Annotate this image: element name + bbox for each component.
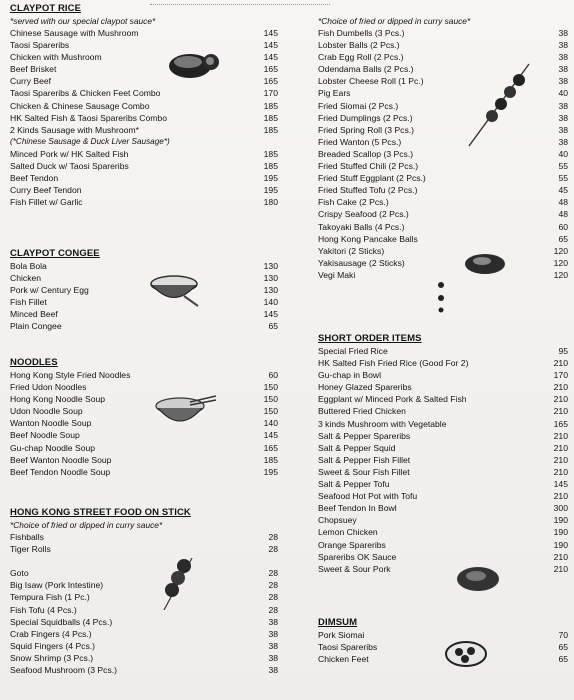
menu-item-price: 120: [553, 257, 568, 268]
menu-item-name: Hong Kong Style Fried Noodles: [10, 370, 131, 380]
menu-item-name: Crispy Seafood (2 Pcs.): [318, 209, 409, 220]
menu-item: [318, 539, 568, 551]
menu-item: [318, 233, 568, 245]
menu-item-name: Big Isaw (Pork Intestine): [10, 580, 104, 591]
section-note: *Choice of fried or dipped in curry sauce*: [10, 520, 163, 530]
menu-item-name: Salt & Pepper Squid: [318, 442, 396, 453]
menu-item-name: Special Squidballs (4 Pcs.): [10, 616, 113, 627]
menu-item: [318, 208, 568, 220]
menu-item-price: 65: [558, 642, 568, 653]
menu-item: [318, 357, 568, 369]
menu-item-name: Orange Spareribs: [318, 539, 386, 550]
menu-item-name: Crab Fingers (4 Pcs.): [10, 628, 92, 639]
menu-item-price: 38: [558, 64, 568, 75]
menu-item-name: Goto: [10, 568, 29, 579]
section-title-claypot-congee: CLAYPOT CONGEE: [10, 248, 100, 259]
menu-item: [10, 320, 278, 332]
menu-item-name: Fish Fillet w/ Garlic: [10, 197, 83, 208]
menu-item: [318, 160, 568, 172]
menu-item-name: Eggplant w/ Minced Pork & Salted Fish: [318, 394, 467, 405]
menu-item-price: 28: [268, 580, 278, 591]
menu-item-name: Snow Shrimp (3 Pcs.): [10, 652, 94, 663]
menu-item-price: 55: [558, 161, 568, 172]
menu-item-name: Fish Cake (2 Pcs.): [318, 197, 389, 208]
menu-item-name: Gu-chap Noodle Soup: [10, 442, 96, 453]
menu-item: [10, 196, 278, 208]
menu-item-name: Sweet & Sour Pork: [318, 563, 391, 574]
menu-item-price: 48: [558, 209, 568, 220]
menu-item-price: 38: [558, 100, 568, 111]
menu-item: [318, 393, 568, 405]
menu-item: [318, 490, 568, 502]
menu-item: [318, 345, 568, 357]
menu-item-name: Salted Duck w/ Taosi Spareribs: [10, 161, 129, 172]
menu-item-price: 130: [263, 261, 278, 271]
menu-item: [10, 567, 278, 579]
skewer-image: [465, 60, 535, 150]
menu-item-name: Taosi Spareribs: [318, 642, 378, 653]
menu-item: [318, 526, 568, 538]
menu-item-name: Chicken with Mushroom: [10, 52, 102, 63]
menu-item-price: 165: [263, 76, 278, 87]
menu-item-price: 185: [263, 148, 278, 159]
menu-item: [318, 502, 568, 514]
menu-item: [10, 555, 278, 567]
menu-item: [10, 136, 278, 148]
menu-item-price: 165: [263, 442, 278, 453]
menu-item: [10, 381, 278, 393]
menu-item: [10, 369, 278, 381]
yakitori-sticks-image: [436, 280, 446, 316]
menu-item: [318, 257, 568, 269]
menu-item-price: 150: [263, 394, 278, 405]
menu-item-price: 38: [558, 52, 568, 63]
menu-item-name: Plain Congee: [10, 321, 62, 332]
menu-item: [10, 664, 278, 676]
menu-item-name: Crab Egg Roll (2 Pcs.): [318, 52, 404, 63]
menu-item-name: Fish Tofu (4 Pcs.): [10, 604, 77, 615]
menu-item-name: Tiger Rolls: [10, 544, 51, 555]
menu-item: [10, 100, 278, 112]
menu-item-price: 38: [558, 28, 568, 38]
menu-item-name: 2 Kinds Sausage with Mushroom*: [10, 124, 139, 135]
menu-item-price: 120: [553, 245, 568, 256]
menu-item: [318, 466, 568, 478]
menu-item-name: Fried Spring Roll (3 Pcs.): [318, 124, 414, 135]
menu-item-price: 150: [263, 406, 278, 417]
menu-item-name: 3 kinds Mushroom with Vegetable: [318, 418, 447, 429]
menu-item-name: Taosi Spareribs & Chicken Feet Combo: [10, 88, 161, 99]
menu-item: [10, 640, 278, 652]
menu-list-claypot-rice: [10, 27, 278, 208]
menu-item-name: Gu-chap in Bowl: [318, 370, 382, 381]
menu-item-price: 210: [553, 406, 568, 417]
menu-item-name: Taosi Spareribs: [10, 40, 70, 51]
section-title-short-order: SHORT ORDER ITEMS: [318, 333, 422, 344]
menu-item-name: Fried Stuff Eggplant (2 Pcs.): [318, 173, 426, 184]
menu-item-name: Fried Udon Noodles: [10, 382, 87, 393]
menu-item-name: Seafood Mushroom (3 Pcs.): [10, 665, 117, 676]
menu-item-price: 195: [263, 173, 278, 184]
noodle-bowl-image: [150, 390, 218, 436]
menu-item: [10, 543, 278, 555]
menu-item-name: Vegi Maki: [318, 269, 356, 280]
menu-list-dimsum: [318, 629, 568, 665]
menu-item: [318, 418, 568, 430]
menu-item: [10, 591, 278, 603]
menu-item-name: Udon Noodle Soup: [10, 406, 83, 417]
menu-item-price: 45: [558, 185, 568, 196]
menu-item: [318, 641, 568, 653]
menu-item-name: Honey Glazed Spareribs: [318, 382, 412, 393]
menu-item-name: Fish Fillet: [10, 297, 47, 308]
fishball-stick-image: [160, 556, 196, 612]
claypot-rice-image: [168, 46, 220, 82]
menu-item-name: Pork Siomai: [318, 630, 365, 640]
menu-item: [318, 405, 568, 417]
menu-list-street-food: [10, 531, 278, 676]
menu-item-price: 210: [553, 491, 568, 502]
menu-item-price: 120: [553, 269, 568, 280]
menu-item: [10, 405, 278, 417]
menu-item-price: 185: [263, 112, 278, 123]
menu-item-price: 38: [558, 124, 568, 135]
menu-item: [10, 628, 278, 640]
menu-item-name: Takoyaki Balls (4 Pcs.): [318, 221, 405, 232]
menu-item-name: Beef Brisket: [10, 64, 57, 75]
menu-item-name: Fried Stuffed Chili (2 Pcs.): [318, 161, 419, 172]
menu-item-price: 55: [558, 173, 568, 184]
menu-item: [10, 172, 278, 184]
menu-item-price: 210: [553, 563, 568, 574]
menu-item-price: 38: [558, 136, 568, 147]
menu-item-price: 170: [263, 88, 278, 99]
menu-item-name: Wanton Noodle Soup: [10, 418, 92, 429]
menu-item-price: 185: [263, 454, 278, 465]
menu-item-price: 165: [553, 418, 568, 429]
menu-item-name: Salt & Pepper Fish Fillet: [318, 454, 411, 465]
menu-item-name: Beef Wanton Noodle Soup: [10, 454, 112, 465]
section-note: *Choice of fried or dipped in curry sauce*: [318, 16, 471, 26]
menu-item-price: 140: [263, 418, 278, 429]
menu-item: [318, 172, 568, 184]
menu-item-price: 60: [268, 370, 278, 380]
menu-item-price: 38: [558, 76, 568, 87]
menu-item-price: 185: [263, 100, 278, 111]
menu-item-name: Beef Tendon Noodle Soup: [10, 466, 111, 477]
menu-item: [10, 260, 278, 272]
menu-item-price: 185: [263, 161, 278, 172]
menu-item: [318, 563, 568, 575]
menu-item-name: Pork w/ Century Egg: [10, 285, 89, 296]
menu-item-price: 210: [553, 466, 568, 477]
menu-item-name: Spareribs OK Sauce: [318, 551, 397, 562]
menu-item-name: HK Salted Fish Fried Rice (Good For 2): [318, 358, 469, 369]
takoyaki-image: [462, 250, 508, 276]
menu-item-price: 150: [263, 382, 278, 393]
menu-item-price: 28: [268, 532, 278, 542]
menu-item-name: Squid Fingers (4 Pcs.): [10, 640, 96, 651]
short-order-dish-image: [455, 563, 501, 593]
menu-item-price: 145: [263, 309, 278, 320]
menu-item-price: 165: [263, 64, 278, 75]
menu-item-price: 38: [268, 640, 278, 651]
menu-item-price: 210: [553, 551, 568, 562]
menu-item: [10, 272, 278, 284]
menu-item-name: Fried Siomai (2 Pcs.): [318, 100, 399, 111]
menu-item-name: Fried Stuffed Tofu (2 Pcs.): [318, 185, 418, 196]
menu-item-name: Salt & Pepper Spareribs: [318, 430, 411, 441]
menu-item-price: 95: [558, 346, 568, 356]
menu-item-name: Chicken & Chinese Sausage Combo: [10, 100, 150, 111]
menu-item-name: Yakitori (2 Sticks): [318, 245, 385, 256]
section-title-street-food: HONG KONG STREET FOOD ON STICK: [10, 507, 191, 518]
menu-item: [10, 393, 278, 405]
menu-item-name: Hong Kong Noodle Soup: [10, 394, 106, 405]
menu-item-name: Fish Dumbells (3 Pcs.): [318, 28, 405, 38]
menu-item-price: 28: [268, 568, 278, 579]
menu-item-name: Chicken Feet: [318, 654, 369, 665]
menu-item: [10, 616, 278, 628]
menu-item: [10, 466, 278, 478]
menu-list-claypot-congee: [10, 260, 278, 333]
menu-item-name: HK Salted Fish & Taosi Spareribs Combo: [10, 112, 167, 123]
menu-item-price: 145: [553, 479, 568, 490]
menu-item: [10, 160, 278, 172]
menu-item-price: 28: [268, 604, 278, 615]
menu-item: [10, 308, 278, 320]
menu-list-noodles: [10, 369, 278, 478]
menu-item-price: 38: [268, 616, 278, 627]
menu-item: [10, 454, 278, 466]
dimsum-section: [318, 617, 568, 665]
menu-item-price: 140: [263, 297, 278, 308]
menu-item-name: Hong Kong Pancake Balls: [318, 233, 418, 244]
menu-item-price: 65: [558, 654, 568, 665]
menu-item-name: Lobster Cheese Roll (1 Pc.): [318, 76, 424, 87]
menu-item-price: 38: [558, 112, 568, 123]
menu-item: [318, 514, 568, 526]
menu-item-price: 170: [553, 370, 568, 381]
menu-item-price: 130: [263, 285, 278, 296]
menu-item: [10, 87, 278, 99]
menu-item: [10, 429, 278, 441]
menu-item: [318, 221, 568, 233]
menu-item: [10, 63, 278, 75]
menu-item-name: Minced Beef: [10, 309, 58, 320]
menu-item-name: Fried Wanton (5 Pcs.): [318, 136, 402, 147]
menu-item-price: 38: [268, 652, 278, 663]
menu-item-price: 185: [263, 124, 278, 135]
menu-item-price: 195: [263, 185, 278, 196]
street-food-section: [10, 507, 278, 676]
menu-item-price: 190: [553, 527, 568, 538]
menu-item-name: Fried Dumplings (2 Pcs.): [318, 112, 413, 123]
menu-item: [318, 430, 568, 442]
menu-item-name: Sweet & Sour Fish Fillet: [318, 466, 410, 477]
menu-item-price: 190: [553, 539, 568, 550]
menu-item: [10, 604, 278, 616]
menu-item-price: 65: [558, 233, 568, 244]
menu-item-price: 190: [553, 515, 568, 526]
menu-item: [318, 653, 568, 665]
menu-item: [10, 417, 278, 429]
menu-item-name: Chinese Sausage with Mushroom: [10, 28, 139, 38]
menu-item: [318, 184, 568, 196]
menu-item: [10, 184, 278, 196]
menu-item-name: Beef Noodle Soup: [10, 430, 80, 441]
menu-item-price: 28: [268, 592, 278, 603]
menu-item: [10, 531, 278, 543]
section-note: *served with our special claypot sauce*: [10, 16, 156, 26]
menu-item: [10, 284, 278, 296]
menu-item-price: 300: [553, 503, 568, 514]
menu-item-price: 130: [263, 273, 278, 284]
menu-item: [318, 27, 568, 39]
menu-item-price: 38: [268, 628, 278, 639]
menu-item-name: Salt & Pepper Tofu: [318, 479, 390, 490]
section-title-noodles: NOODLES: [10, 357, 58, 368]
menu-item: [318, 454, 568, 466]
menu-item: [318, 442, 568, 454]
menu-item-name: Chicken: [10, 273, 42, 284]
section-title-claypot-rice: CLAYPOT RICE: [10, 3, 82, 14]
section-title-dimsum: DIMSUM: [318, 617, 358, 628]
menu-item: [10, 442, 278, 454]
menu-item-name: Chopsuey: [318, 515, 357, 526]
menu-item-price: 40: [558, 148, 568, 159]
menu-item-price: 70: [558, 630, 568, 640]
menu-item-name: Tempura Fish (1 Pc.): [10, 592, 90, 603]
menu-item: [10, 39, 278, 51]
menu-item-name: Curry Beef Tendon: [10, 185, 82, 196]
menu-item: [10, 112, 278, 124]
menu-item-price: 210: [553, 430, 568, 441]
menu-item: [10, 51, 278, 63]
menu-item: [10, 75, 278, 87]
menu-item-name: Lobster Balls (2 Pcs.): [318, 40, 400, 51]
menu-item-price: 180: [263, 197, 278, 208]
menu-item-name: Pig Ears: [318, 88, 351, 99]
menu-item: [318, 39, 568, 51]
menu-item-name: (*Chinese Sausage & Duck Liver Sausage*): [10, 136, 170, 146]
menu-item: [318, 196, 568, 208]
menu-item-name: Seafood Hot Pot with Tofu: [318, 491, 418, 502]
menu-item: [318, 369, 568, 381]
menu-item-price: 145: [263, 40, 278, 51]
menu-item-price: 40: [558, 88, 568, 99]
menu-item-price: 60: [558, 221, 568, 232]
menu-item-name: Minced Pork w/ HK Salted Fish: [10, 148, 129, 159]
menu-item-name: Fishballs: [10, 532, 44, 542]
noodles-section: [10, 357, 278, 478]
menu-item: [10, 124, 278, 136]
menu-item-name: Odendama Balls (2 Pcs.): [318, 64, 414, 75]
menu-item-price: 210: [553, 394, 568, 405]
dimsum-steamer-image: [444, 636, 488, 668]
menu-item-name: Bola Bola: [10, 261, 47, 271]
menu-item-price: 210: [553, 442, 568, 453]
menu-item-price: 48: [558, 197, 568, 208]
menu-item-name: Yakisausage (2 Sticks): [318, 257, 405, 268]
menu-item: [10, 652, 278, 664]
menu-item-price: 145: [263, 52, 278, 63]
menu-item: [10, 148, 278, 160]
menu-item: [10, 27, 278, 39]
menu-item: [318, 478, 568, 490]
congee-bowl-image: [148, 270, 200, 308]
menu-item: [318, 551, 568, 563]
menu-item-price: 210: [553, 358, 568, 369]
menu-item-price: 145: [263, 430, 278, 441]
menu-item: [318, 629, 568, 641]
menu-item-name: Lemon Chicken: [318, 527, 378, 538]
short-order-section: [318, 333, 568, 575]
menu-item-price: 38: [558, 40, 568, 51]
menu-item-price: 28: [268, 544, 278, 555]
menu-item-price: 195: [263, 466, 278, 477]
menu-item: [318, 381, 568, 393]
menu-list-short-order: [318, 345, 568, 575]
menu-item: [10, 296, 278, 308]
menu-item-name: Beef Tendon: [10, 173, 59, 184]
menu-item-name: Beef Tendon In Bowl: [318, 503, 397, 514]
menu-item-price: 210: [553, 382, 568, 393]
claypot-rice-section: [10, 3, 278, 208]
menu-item-name: Curry Beef: [10, 76, 52, 87]
menu-item-price: 38: [268, 665, 278, 676]
menu-item: [10, 579, 278, 591]
menu-item-price: 210: [553, 454, 568, 465]
menu-item-name: Buttered Fried Chicken: [318, 406, 406, 417]
menu-item-name: Breaded Scallop (3 Pcs.): [318, 148, 414, 159]
menu-item-price: 65: [268, 321, 278, 332]
menu-item-name: Special Fried Rice: [318, 346, 388, 356]
menu-item-price: 145: [263, 28, 278, 38]
claypot-congee-section: [10, 248, 278, 333]
menu-item: [318, 245, 568, 257]
